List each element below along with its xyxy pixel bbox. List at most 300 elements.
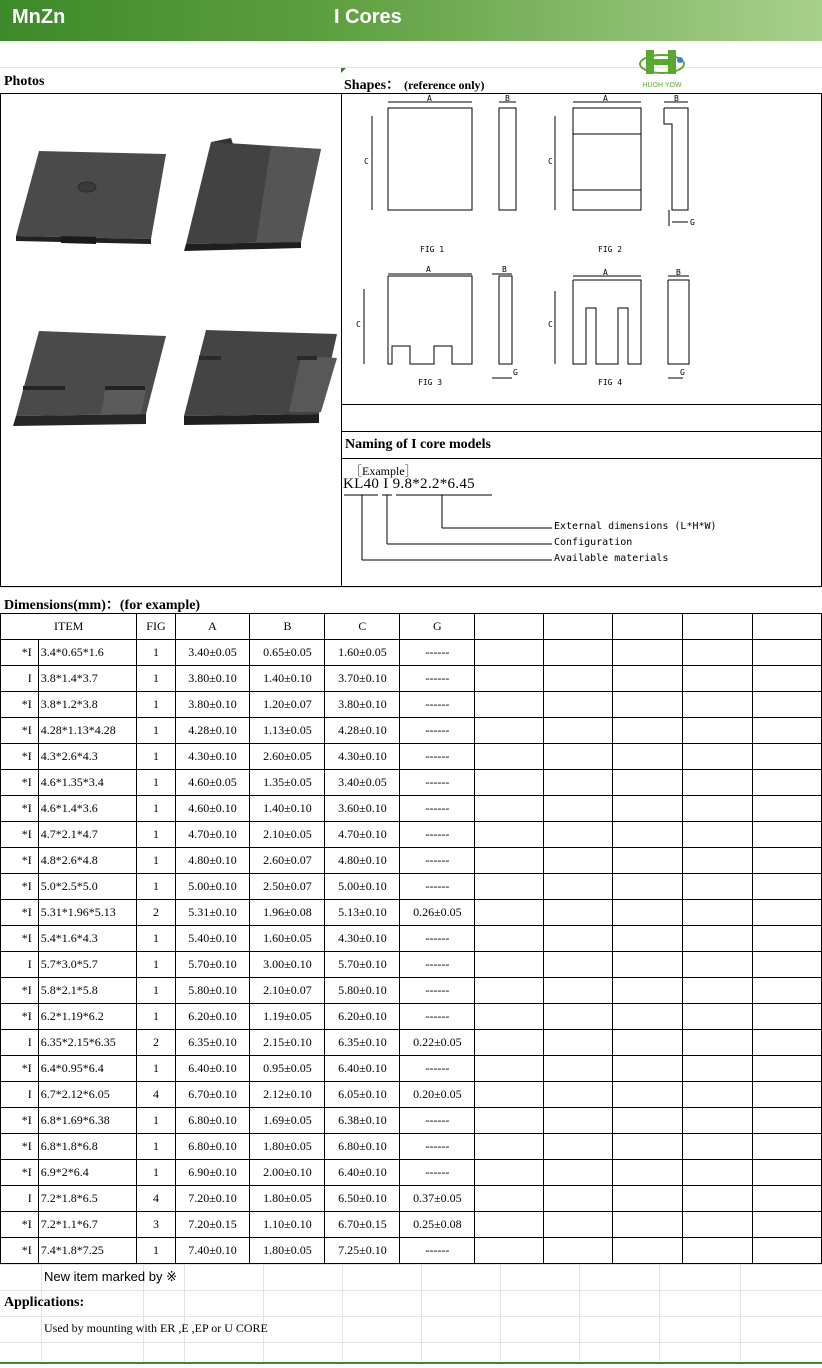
cell-fig: 1 xyxy=(137,1108,175,1134)
cell-empty xyxy=(612,1108,682,1134)
cell-c: 6.38±0.10 xyxy=(325,1108,400,1134)
cell-b: 0.95±0.05 xyxy=(250,1056,325,1082)
cell-a: 4.70±0.10 xyxy=(175,822,250,848)
cell-empty xyxy=(682,874,752,900)
cell-fig: 1 xyxy=(137,926,175,952)
col-empty xyxy=(612,614,682,640)
header-bar xyxy=(0,0,822,41)
table-row xyxy=(1,744,822,770)
cell-a: 7.40±0.10 xyxy=(175,1238,250,1264)
gridline xyxy=(421,1264,422,1364)
cell-mark: *I xyxy=(1,1004,39,1030)
cell-empty xyxy=(475,1134,543,1160)
cell-g: ------ xyxy=(400,952,475,978)
cell-empty xyxy=(752,874,821,900)
cell-empty xyxy=(543,666,612,692)
cell-empty xyxy=(543,1030,612,1056)
cell-empty xyxy=(752,1108,821,1134)
cell-c: 6.70±0.15 xyxy=(325,1212,400,1238)
gridline xyxy=(41,1264,42,1364)
cell-item: 4.3*2.6*4.3 xyxy=(38,744,137,770)
table-row xyxy=(1,978,822,1004)
table-row xyxy=(1,1212,822,1238)
cell-a: 3.40±0.05 xyxy=(175,640,250,666)
cell-g: 0.20±0.05 xyxy=(400,1082,475,1108)
cell-a: 5.80±0.10 xyxy=(175,978,250,1004)
applications-text: Used by mounting with ER ,E ,EP or U CORE xyxy=(44,1321,268,1335)
fig-3-label: FIG 3 xyxy=(418,378,443,387)
cell-fig: 1 xyxy=(137,978,175,1004)
cell-c: 3.80±0.10 xyxy=(325,692,400,718)
cell-empty xyxy=(612,796,682,822)
cell-empty xyxy=(752,848,821,874)
cell-empty xyxy=(612,926,682,952)
table-row xyxy=(1,1004,822,1030)
table-row xyxy=(1,1160,822,1186)
cell-b: 2.60±0.07 xyxy=(250,848,325,874)
cell-g: 0.37±0.05 xyxy=(400,1186,475,1212)
table-row xyxy=(1,900,822,926)
cell-empty xyxy=(752,1030,821,1056)
cell-fig: 1 xyxy=(137,1134,175,1160)
dim-c-3: C xyxy=(356,320,361,329)
cell-empty xyxy=(475,770,543,796)
bottom-rule xyxy=(0,1362,822,1364)
gridline xyxy=(500,1264,501,1364)
cell-empty xyxy=(475,1212,543,1238)
cell-item: 6.9*2*6.4 xyxy=(38,1160,137,1186)
fig-2-label: FIG 2 xyxy=(598,245,623,254)
cell-item: 6.7*2.12*6.05 xyxy=(38,1082,137,1108)
cell-b: 1.35±0.05 xyxy=(250,770,325,796)
cell-empty xyxy=(752,770,821,796)
cell-mark: *I xyxy=(1,1108,39,1134)
cell-empty xyxy=(682,978,752,1004)
cell-empty xyxy=(475,926,543,952)
gridline xyxy=(0,1264,822,1265)
cell-b: 1.80±0.05 xyxy=(250,1186,325,1212)
cell-item: 5.8*2.1*5.8 xyxy=(38,978,137,1004)
cell-empty xyxy=(752,666,821,692)
cell-c: 7.25±0.10 xyxy=(325,1238,400,1264)
cell-empty xyxy=(682,1238,752,1264)
col-empty xyxy=(752,614,821,640)
cell-mark: I xyxy=(1,1082,39,1108)
cell-fig: 1 xyxy=(137,1056,175,1082)
cell-empty xyxy=(612,900,682,926)
cell-g: ------ xyxy=(400,874,475,900)
table-row xyxy=(1,926,822,952)
cell-c: 5.70±0.10 xyxy=(325,952,400,978)
cell-empty xyxy=(682,1056,752,1082)
cell-mark: *I xyxy=(1,1056,39,1082)
cell-b: 2.00±0.10 xyxy=(250,1160,325,1186)
cell-empty xyxy=(752,926,821,952)
cell-empty xyxy=(752,1082,821,1108)
cell-empty xyxy=(682,770,752,796)
cell-fig: 1 xyxy=(137,874,175,900)
col-a: A xyxy=(175,614,250,640)
cell-mark: I xyxy=(1,666,39,692)
cell-mark: *I xyxy=(1,1160,39,1186)
cell-mark: *I xyxy=(1,1238,39,1264)
cell-empty xyxy=(682,848,752,874)
logo-text: HUOH YOW xyxy=(642,82,682,89)
col-g: G xyxy=(400,614,475,640)
shapes-heading xyxy=(344,74,485,94)
shapes-note: (reference only) xyxy=(404,78,485,92)
cell-a: 6.20±0.10 xyxy=(175,1004,250,1030)
cell-empty xyxy=(475,744,543,770)
cell-b: 1.80±0.05 xyxy=(250,1134,325,1160)
cell-marker xyxy=(341,68,346,73)
cell-empty xyxy=(475,900,543,926)
cell-empty xyxy=(612,744,682,770)
naming-divider xyxy=(342,431,821,432)
cell-item: 6.35*2.15*6.35 xyxy=(38,1030,137,1056)
cell-b: 1.69±0.05 xyxy=(250,1108,325,1134)
cell-empty xyxy=(612,1134,682,1160)
cell-empty xyxy=(752,692,821,718)
cell-empty xyxy=(612,978,682,1004)
dim-c-1: C xyxy=(364,157,369,166)
cell-empty xyxy=(612,1212,682,1238)
cell-empty xyxy=(612,822,682,848)
cell-a: 5.00±0.10 xyxy=(175,874,250,900)
cell-empty xyxy=(612,692,682,718)
cell-empty xyxy=(543,900,612,926)
cell-empty xyxy=(752,978,821,1004)
naming-label: Naming of I core models xyxy=(345,437,491,452)
table-row xyxy=(1,692,822,718)
cell-mark: I xyxy=(1,952,39,978)
cell-empty xyxy=(475,1082,543,1108)
cell-empty xyxy=(752,1134,821,1160)
cell-item: 7.2*1.1*6.7 xyxy=(38,1212,137,1238)
cell-mark: *I xyxy=(1,796,39,822)
cell-c: 6.35±0.10 xyxy=(325,1030,400,1056)
table-row xyxy=(1,1186,822,1212)
table-row xyxy=(1,1082,822,1108)
cell-item: 3.8*1.4*3.7 xyxy=(38,666,137,692)
cell-empty xyxy=(752,718,821,744)
cell-g: ------ xyxy=(400,770,475,796)
cell-mark: *I xyxy=(1,848,39,874)
dimensions-table xyxy=(0,613,822,1264)
cell-empty xyxy=(612,952,682,978)
cell-fig: 3 xyxy=(137,1212,175,1238)
dim-a-3: A xyxy=(426,265,431,274)
cell-mark: I xyxy=(1,1186,39,1212)
col-empty xyxy=(543,614,612,640)
new-item-note: New item marked by ※ xyxy=(44,1269,177,1284)
cell-a: 6.35±0.10 xyxy=(175,1030,250,1056)
cell-empty xyxy=(612,1004,682,1030)
cell-fig: 1 xyxy=(137,718,175,744)
table-row xyxy=(1,796,822,822)
dim-b-1: B xyxy=(505,94,510,103)
dim-a-2: A xyxy=(603,94,608,103)
cell-item: 5.31*1.96*5.13 xyxy=(38,900,137,926)
cell-empty xyxy=(752,796,821,822)
legend-external: External dimensions (L*H*W) xyxy=(554,521,717,532)
cell-empty xyxy=(475,1108,543,1134)
cell-empty xyxy=(475,1160,543,1186)
cell-a: 6.90±0.10 xyxy=(175,1160,250,1186)
cell-empty xyxy=(475,1186,543,1212)
cell-g: ------ xyxy=(400,1134,475,1160)
dim-a-4: A xyxy=(603,268,608,277)
cell-item: 6.8*1.69*6.38 xyxy=(38,1108,137,1134)
cell-item: 5.0*2.5*5.0 xyxy=(38,874,137,900)
table-row xyxy=(1,770,822,796)
cell-a: 5.40±0.10 xyxy=(175,926,250,952)
cell-fig: 1 xyxy=(137,1238,175,1264)
shapes-panel xyxy=(341,93,822,405)
cell-empty xyxy=(612,718,682,744)
example-code: KL40 I 9.8*2.2*6.45 xyxy=(343,476,475,492)
company-logo xyxy=(636,46,688,90)
cell-empty xyxy=(475,1030,543,1056)
naming-divider-2 xyxy=(342,458,821,459)
cell-b: 2.10±0.07 xyxy=(250,978,325,1004)
cell-item: 4.28*1.13*4.28 xyxy=(38,718,137,744)
cell-mark: *I xyxy=(1,1212,39,1238)
cell-empty xyxy=(543,744,612,770)
cell-empty xyxy=(682,1186,752,1212)
dim-g-4: G xyxy=(680,368,685,377)
cell-fig: 1 xyxy=(137,796,175,822)
cell-a: 7.20±0.15 xyxy=(175,1212,250,1238)
cell-a: 4.60±0.05 xyxy=(175,770,250,796)
cell-item: 4.7*2.1*4.7 xyxy=(38,822,137,848)
cell-g: ------ xyxy=(400,692,475,718)
cell-empty xyxy=(543,822,612,848)
naming-panel xyxy=(341,404,822,587)
cell-empty xyxy=(543,874,612,900)
cell-empty xyxy=(475,952,543,978)
cell-mark: *I xyxy=(1,822,39,848)
cell-item: 6.2*1.19*6.2 xyxy=(38,1004,137,1030)
table-row xyxy=(1,718,822,744)
table-row xyxy=(1,1238,822,1264)
col-item: ITEM xyxy=(1,614,137,640)
cell-c: 4.70±0.10 xyxy=(325,822,400,848)
cell-mark: *I xyxy=(1,926,39,952)
photos-svg xyxy=(1,94,341,586)
dim-b-2: B xyxy=(674,94,679,103)
cell-empty xyxy=(543,770,612,796)
table-row xyxy=(1,822,822,848)
cell-a: 4.60±0.10 xyxy=(175,796,250,822)
gridline xyxy=(184,1264,185,1364)
cell-empty xyxy=(475,692,543,718)
cell-empty xyxy=(752,1160,821,1186)
col-empty xyxy=(475,614,543,640)
cell-b: 1.20±0.07 xyxy=(250,692,325,718)
cell-fig: 1 xyxy=(137,952,175,978)
gridline xyxy=(0,1342,822,1343)
photos-panel xyxy=(0,93,342,587)
table-row xyxy=(1,1030,822,1056)
cell-a: 4.30±0.10 xyxy=(175,744,250,770)
cell-empty xyxy=(682,1108,752,1134)
cell-a: 4.28±0.10 xyxy=(175,718,250,744)
cell-mark: *I xyxy=(1,770,39,796)
cell-fig: 2 xyxy=(137,900,175,926)
cell-empty xyxy=(475,640,543,666)
cell-empty xyxy=(475,822,543,848)
cell-empty xyxy=(682,1082,752,1108)
gridline xyxy=(659,1264,660,1364)
cell-empty xyxy=(543,1134,612,1160)
page-title: I Cores xyxy=(334,6,402,28)
table-row xyxy=(1,952,822,978)
cell-b: 1.40±0.10 xyxy=(250,796,325,822)
cell-fig: 1 xyxy=(137,822,175,848)
cell-c: 5.80±0.10 xyxy=(325,978,400,1004)
cell-a: 6.80±0.10 xyxy=(175,1108,250,1134)
cell-b: 3.00±0.10 xyxy=(250,952,325,978)
cell-fig: 1 xyxy=(137,770,175,796)
cell-item: 6.4*0.95*6.4 xyxy=(38,1056,137,1082)
dim-g-3: G xyxy=(513,368,518,377)
cell-a: 7.20±0.10 xyxy=(175,1186,250,1212)
core-photo-1 xyxy=(16,151,166,244)
cell-empty xyxy=(612,640,682,666)
cell-fig: 4 xyxy=(137,1082,175,1108)
cell-b: 0.65±0.05 xyxy=(250,640,325,666)
cell-c: 6.50±0.10 xyxy=(325,1186,400,1212)
cell-b: 1.60±0.05 xyxy=(250,926,325,952)
cell-g: ------ xyxy=(400,640,475,666)
cell-c: 6.20±0.10 xyxy=(325,1004,400,1030)
cell-empty xyxy=(682,666,752,692)
cell-item: 4.6*1.4*3.6 xyxy=(38,796,137,822)
cell-mark: *I xyxy=(1,978,39,1004)
cell-empty xyxy=(612,666,682,692)
cell-b: 2.60±0.05 xyxy=(250,744,325,770)
cell-empty xyxy=(475,1004,543,1030)
gridline xyxy=(342,1264,343,1364)
cell-empty xyxy=(752,1056,821,1082)
cell-g: ------ xyxy=(400,926,475,952)
gridline xyxy=(0,1290,822,1291)
cell-empty xyxy=(543,1238,612,1264)
dim-c-4: C xyxy=(548,320,553,329)
cell-empty xyxy=(612,770,682,796)
cell-b: 2.12±0.10 xyxy=(250,1082,325,1108)
cell-item: 5.4*1.6*4.3 xyxy=(38,926,137,952)
cell-empty xyxy=(543,1186,612,1212)
cell-empty xyxy=(612,1160,682,1186)
cell-item: 3.4*0.65*1.6 xyxy=(38,640,137,666)
cell-g: ------ xyxy=(400,1238,475,1264)
gridline xyxy=(0,67,822,68)
cell-mark: *I xyxy=(1,900,39,926)
cell-empty xyxy=(752,822,821,848)
cell-item: 4.8*2.6*4.8 xyxy=(38,848,137,874)
cell-empty xyxy=(752,1186,821,1212)
cell-b: 2.50±0.07 xyxy=(250,874,325,900)
cell-empty xyxy=(612,848,682,874)
cell-empty xyxy=(543,848,612,874)
cell-empty xyxy=(752,952,821,978)
cell-empty xyxy=(682,1030,752,1056)
cell-fig: 1 xyxy=(137,1004,175,1030)
cell-b: 1.13±0.05 xyxy=(250,718,325,744)
cell-empty xyxy=(682,900,752,926)
cell-mark: *I xyxy=(1,640,39,666)
cell-item: 5.7*3.0*5.7 xyxy=(38,952,137,978)
shapes-label: Shapes： xyxy=(344,78,401,93)
cell-g: ------ xyxy=(400,822,475,848)
cell-item: 7.2*1.8*6.5 xyxy=(38,1186,137,1212)
cell-c: 4.30±0.10 xyxy=(325,744,400,770)
cell-empty xyxy=(543,978,612,1004)
col-c: C xyxy=(325,614,400,640)
cell-g: ------ xyxy=(400,796,475,822)
cell-empty xyxy=(682,640,752,666)
cell-empty xyxy=(752,744,821,770)
cell-g: 0.25±0.08 xyxy=(400,1212,475,1238)
cell-empty xyxy=(682,822,752,848)
cell-empty xyxy=(475,718,543,744)
cell-empty xyxy=(682,796,752,822)
cell-empty xyxy=(612,1186,682,1212)
cell-empty xyxy=(752,640,821,666)
cell-c: 4.80±0.10 xyxy=(325,848,400,874)
cell-empty xyxy=(682,1160,752,1186)
gridline xyxy=(0,1316,822,1317)
cell-empty xyxy=(475,1056,543,1082)
cell-c: 4.30±0.10 xyxy=(325,926,400,952)
cell-empty xyxy=(475,796,543,822)
cell-empty xyxy=(612,1030,682,1056)
dim-b-4: B xyxy=(676,268,681,277)
cell-item: 3.8*1.2*3.8 xyxy=(38,692,137,718)
dim-c-2: C xyxy=(548,157,553,166)
cell-g: 0.22±0.05 xyxy=(400,1030,475,1056)
cell-item: 6.8*1.8*6.8 xyxy=(38,1134,137,1160)
cell-g: ------ xyxy=(400,1160,475,1186)
cell-item: 4.6*1.35*3.4 xyxy=(38,770,137,796)
cell-fig: 4 xyxy=(137,1186,175,1212)
cell-fig: 1 xyxy=(137,744,175,770)
legend-materials: Available materials xyxy=(554,553,669,564)
cell-mark: *I xyxy=(1,744,39,770)
cell-empty xyxy=(682,1004,752,1030)
cell-c: 6.80±0.10 xyxy=(325,1134,400,1160)
cell-a: 6.40±0.10 xyxy=(175,1056,250,1082)
cell-c: 3.70±0.10 xyxy=(325,666,400,692)
cell-empty xyxy=(682,1134,752,1160)
cell-empty xyxy=(475,978,543,1004)
cell-empty xyxy=(543,1160,612,1186)
cell-g: ------ xyxy=(400,744,475,770)
fig-4-label: FIG 4 xyxy=(598,378,623,387)
cell-empty xyxy=(543,718,612,744)
material-label: MnZn xyxy=(12,6,66,28)
cell-mark: *I xyxy=(1,874,39,900)
cell-fig: 2 xyxy=(137,1030,175,1056)
cell-fig: 1 xyxy=(137,666,175,692)
cell-c: 6.40±0.10 xyxy=(325,1160,400,1186)
cell-b: 1.19±0.05 xyxy=(250,1004,325,1030)
cell-g: ------ xyxy=(400,666,475,692)
cell-c: 6.40±0.10 xyxy=(325,1056,400,1082)
cell-g: ------ xyxy=(400,1056,475,1082)
